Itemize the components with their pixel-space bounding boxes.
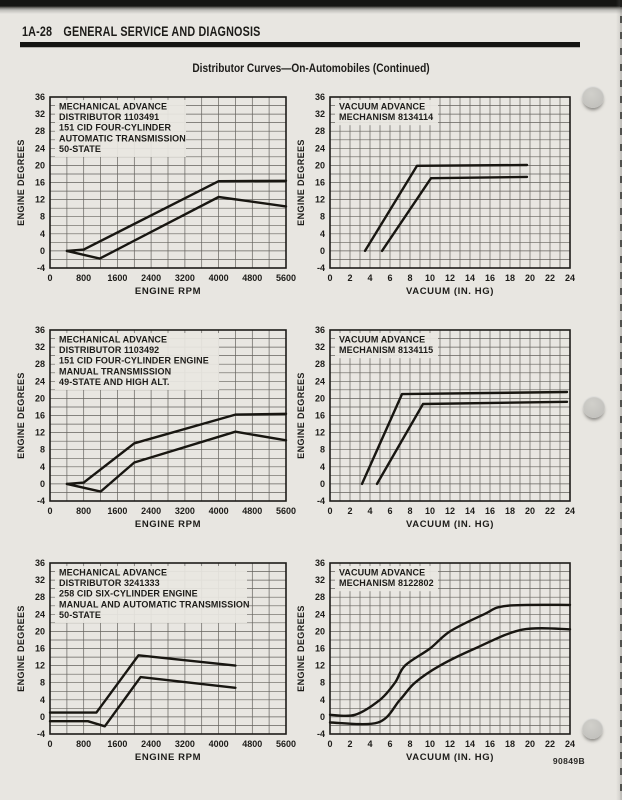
svg-text:-4: -4 [36,729,45,739]
mechanical-advance-1103491-lower-curve [67,197,286,259]
svg-text:14: 14 [464,506,476,516]
svg-text:12: 12 [314,427,325,438]
svg-text:18: 18 [504,739,516,749]
svg-text:16: 16 [34,177,45,188]
svg-text:4800: 4800 [242,739,263,749]
svg-text:DISTRIBUTOR 1103492: DISTRIBUTOR 1103492 [59,345,160,356]
svg-text:1600: 1600 [107,506,128,516]
chart-mechanical-advance-1103491 [16,88,304,306]
svg-text:4000: 4000 [208,739,229,749]
svg-text:MECHANISM 8122802: MECHANISM 8122802 [339,578,434,589]
header-title: GENERAL SERVICE AND DIAGNOSIS [63,24,261,39]
svg-text:4000: 4000 [208,273,229,283]
svg-text:6: 6 [387,506,393,516]
scan-edge-top [0,0,622,14]
svg-text:ENGINE DEGREES: ENGINE DEGREES [296,139,306,226]
svg-text:0: 0 [327,739,333,749]
svg-text:28: 28 [34,359,45,370]
svg-text:22: 22 [544,273,556,283]
scan-edge-right [616,0,622,800]
page-number: 1A-28 [22,24,53,39]
svg-text:VACUUM (IN. HG): VACUUM (IN. HG) [406,519,494,530]
svg-text:4: 4 [367,506,373,516]
svg-text:2: 2 [347,506,353,516]
page-header [22,24,261,39]
svg-text:VACUUM ADVANCE: VACUUM ADVANCE [339,101,426,112]
svg-text:DISTRIBUTOR 3241333: DISTRIBUTOR 3241333 [59,578,160,589]
svg-text:36: 36 [314,92,325,102]
svg-text:24: 24 [34,376,45,387]
svg-text:16: 16 [484,273,496,283]
svg-text:20: 20 [314,393,325,404]
svg-text:18: 18 [504,506,516,516]
svg-text:50-STATE: 50-STATE [59,609,101,620]
svg-text:4: 4 [367,273,373,283]
chart-vacuum-advance-8122802 [296,554,588,772]
svg-text:MECHANICAL ADVANCE: MECHANICAL ADVANCE [59,334,168,345]
svg-text:12: 12 [444,273,456,283]
mechanical-advance-3241333-lower-curve [50,677,235,726]
svg-text:0: 0 [327,273,333,283]
svg-text:8: 8 [407,739,413,749]
header-rule [20,42,580,47]
svg-text:14: 14 [464,273,476,283]
svg-text:-4: -4 [316,729,325,739]
svg-text:4800: 4800 [242,506,263,516]
svg-text:VACUUM (IN. HG): VACUUM (IN. HG) [406,752,494,763]
svg-text:14: 14 [464,739,476,749]
svg-text:0: 0 [47,739,53,749]
svg-text:VACUUM ADVANCE: VACUUM ADVANCE [339,334,426,345]
chart-canvas-vacuum-advance-8122802 [296,554,588,772]
vacuum-advance-8134115-lower-curve [377,402,567,484]
svg-text:20: 20 [34,160,45,171]
svg-text:8: 8 [39,211,45,222]
svg-text:12: 12 [34,660,45,671]
svg-text:12: 12 [444,506,456,516]
svg-text:10: 10 [424,273,436,283]
svg-text:MANUAL AND AUTOMATIC TRANSMISS: MANUAL AND AUTOMATIC TRANSMISSION [59,599,250,610]
svg-text:5600: 5600 [275,506,297,516]
svg-text:22: 22 [544,739,556,749]
vacuum-advance-8134115-upper-curve [362,392,567,484]
svg-text:MECHANICAL ADVANCE: MECHANICAL ADVANCE [59,567,168,578]
mechanical-advance-1103492-lower-curve [67,432,286,492]
svg-text:3200: 3200 [174,506,195,516]
svg-text:MECHANICAL ADVANCE: MECHANICAL ADVANCE [59,101,168,112]
svg-text:-4: -4 [316,496,325,506]
svg-text:28: 28 [314,126,325,137]
svg-text:8: 8 [319,677,325,688]
svg-text:ENGINE RPM: ENGINE RPM [134,286,202,297]
svg-text:32: 32 [34,575,45,586]
svg-text:36: 36 [34,92,45,102]
svg-text:8: 8 [407,273,413,283]
svg-text:ENGINE RPM: ENGINE RPM [134,519,202,530]
svg-text:3200: 3200 [174,739,195,749]
svg-text:24: 24 [314,609,325,620]
svg-text:36: 36 [314,325,325,335]
svg-text:-4: -4 [36,263,45,273]
svg-text:0: 0 [327,506,333,516]
svg-text:20: 20 [314,160,325,171]
svg-text:10: 10 [424,739,436,749]
svg-text:151 CID FOUR-CYLINDER: 151 CID FOUR-CYLINDER [59,122,172,133]
svg-text:28: 28 [34,126,45,137]
svg-text:4: 4 [39,694,45,705]
chart-canvas-mechanical-advance-3241333 [16,554,304,772]
svg-text:24: 24 [564,273,576,283]
svg-text:20: 20 [524,273,536,283]
svg-text:ENGINE DEGREES: ENGINE DEGREES [296,605,306,692]
svg-text:5600: 5600 [275,273,297,283]
svg-text:VACUUM (IN. HG): VACUUM (IN. HG) [406,286,494,297]
svg-text:ENGINE RPM: ENGINE RPM [134,752,202,763]
svg-text:36: 36 [34,325,45,335]
svg-text:4: 4 [39,228,45,239]
svg-text:20: 20 [34,393,45,404]
chart-vacuum-advance-8134115 [296,321,588,539]
punch-hole-top [582,86,604,108]
svg-text:2400: 2400 [141,739,162,749]
svg-text:5600: 5600 [275,739,297,749]
figure-code: 90849B [552,756,586,766]
svg-text:ENGINE DEGREES: ENGINE DEGREES [16,372,26,459]
svg-text:16: 16 [484,506,496,516]
svg-text:20: 20 [524,506,536,516]
svg-text:24: 24 [564,506,576,516]
svg-text:4000: 4000 [208,506,229,516]
svg-text:0: 0 [47,273,53,283]
svg-text:1600: 1600 [107,739,128,749]
svg-text:4: 4 [319,461,325,472]
svg-text:49-STATE AND HIGH ALT.: 49-STATE AND HIGH ALT. [59,376,170,387]
svg-text:2: 2 [347,273,353,283]
svg-text:16: 16 [314,643,325,654]
svg-text:800: 800 [76,506,92,516]
svg-text:3200: 3200 [174,273,195,283]
svg-text:28: 28 [314,592,325,603]
svg-text:12: 12 [314,660,325,671]
svg-text:24: 24 [34,143,45,154]
svg-text:6: 6 [387,739,393,749]
svg-text:6: 6 [387,273,393,283]
svg-text:32: 32 [34,109,45,120]
svg-text:800: 800 [76,273,92,283]
chart-canvas-mechanical-advance-1103491 [16,88,304,306]
svg-text:8: 8 [407,506,413,516]
svg-text:MANUAL TRANSMISSION: MANUAL TRANSMISSION [59,366,172,377]
chart-canvas-vacuum-advance-8134114 [296,88,588,306]
svg-text:4800: 4800 [242,273,263,283]
svg-text:12: 12 [444,739,456,749]
svg-text:24: 24 [314,376,325,387]
svg-text:22: 22 [544,506,556,516]
svg-text:4: 4 [319,228,325,239]
svg-text:800: 800 [76,739,92,749]
svg-text:32: 32 [314,109,325,120]
svg-text:32: 32 [314,342,325,353]
svg-text:0: 0 [39,245,45,256]
svg-text:12: 12 [34,427,45,438]
svg-text:32: 32 [314,575,325,586]
svg-text:0: 0 [39,478,45,489]
svg-text:0: 0 [47,506,53,516]
svg-text:MECHANISM 8134115: MECHANISM 8134115 [339,345,434,356]
svg-text:ENGINE DEGREES: ENGINE DEGREES [296,372,306,459]
chart-title [339,102,433,123]
svg-text:36: 36 [314,558,325,568]
svg-text:24: 24 [564,739,576,749]
svg-text:12: 12 [314,194,325,205]
svg-text:0: 0 [319,711,325,722]
svg-text:20: 20 [314,626,325,637]
svg-text:8: 8 [39,677,45,688]
svg-text:4: 4 [39,461,45,472]
svg-text:20: 20 [524,739,536,749]
svg-text:151 CID FOUR-CYLINDER ENGINE: 151 CID FOUR-CYLINDER ENGINE [59,355,209,366]
svg-text:VACUUM ADVANCE: VACUUM ADVANCE [339,567,426,578]
svg-text:DISTRIBUTOR 1103491: DISTRIBUTOR 1103491 [59,112,160,123]
svg-text:36: 36 [34,558,45,568]
svg-text:16: 16 [484,739,496,749]
svg-text:2400: 2400 [141,273,162,283]
svg-text:4: 4 [367,739,373,749]
svg-text:-4: -4 [36,496,45,506]
chart-mechanical-advance-1103492 [16,321,304,539]
svg-text:2400: 2400 [141,506,162,516]
svg-text:28: 28 [34,592,45,603]
svg-text:16: 16 [34,410,45,421]
svg-text:8: 8 [319,444,325,455]
svg-text:0: 0 [319,478,325,489]
chart-canvas-vacuum-advance-8134115 [296,321,588,539]
punch-hole-bottom [582,718,603,739]
svg-text:24: 24 [34,609,45,620]
svg-text:18: 18 [504,273,516,283]
chart-canvas-mechanical-advance-1103492 [16,321,304,539]
svg-text:50-STATE: 50-STATE [59,143,101,154]
chart-vacuum-advance-8134114 [296,88,588,306]
svg-text:0: 0 [319,245,325,256]
svg-text:4: 4 [319,694,325,705]
svg-text:20: 20 [34,626,45,637]
svg-text:AUTOMATIC TRANSMISSION: AUTOMATIC TRANSMISSION [59,133,186,144]
svg-text:16: 16 [314,177,325,188]
svg-text:MECHANISM 8134114: MECHANISM 8134114 [339,112,434,123]
svg-text:ENGINE DEGREES: ENGINE DEGREES [16,139,26,226]
svg-text:1600: 1600 [107,273,128,283]
svg-text:16: 16 [34,643,45,654]
svg-text:28: 28 [314,359,325,370]
chart-title [339,335,433,356]
svg-text:0: 0 [39,711,45,722]
chart-mechanical-advance-3241333 [16,554,304,772]
svg-text:10: 10 [424,506,436,516]
svg-text:8: 8 [39,444,45,455]
svg-text:12: 12 [34,194,45,205]
svg-text:2: 2 [347,739,353,749]
svg-text:24: 24 [314,143,325,154]
svg-text:-4: -4 [316,263,325,273]
svg-text:8: 8 [319,211,325,222]
section-title: Distributor Curves—On-Automobiles (Continued) [192,63,430,75]
svg-text:16: 16 [314,410,325,421]
svg-text:32: 32 [34,342,45,353]
punch-hole-middle [583,396,605,418]
svg-text:258 CID SIX-CYLINDER ENGINE: 258 CID SIX-CYLINDER ENGINE [59,588,198,599]
chart-title [339,568,434,589]
svg-text:ENGINE DEGREES: ENGINE DEGREES [16,605,26,692]
